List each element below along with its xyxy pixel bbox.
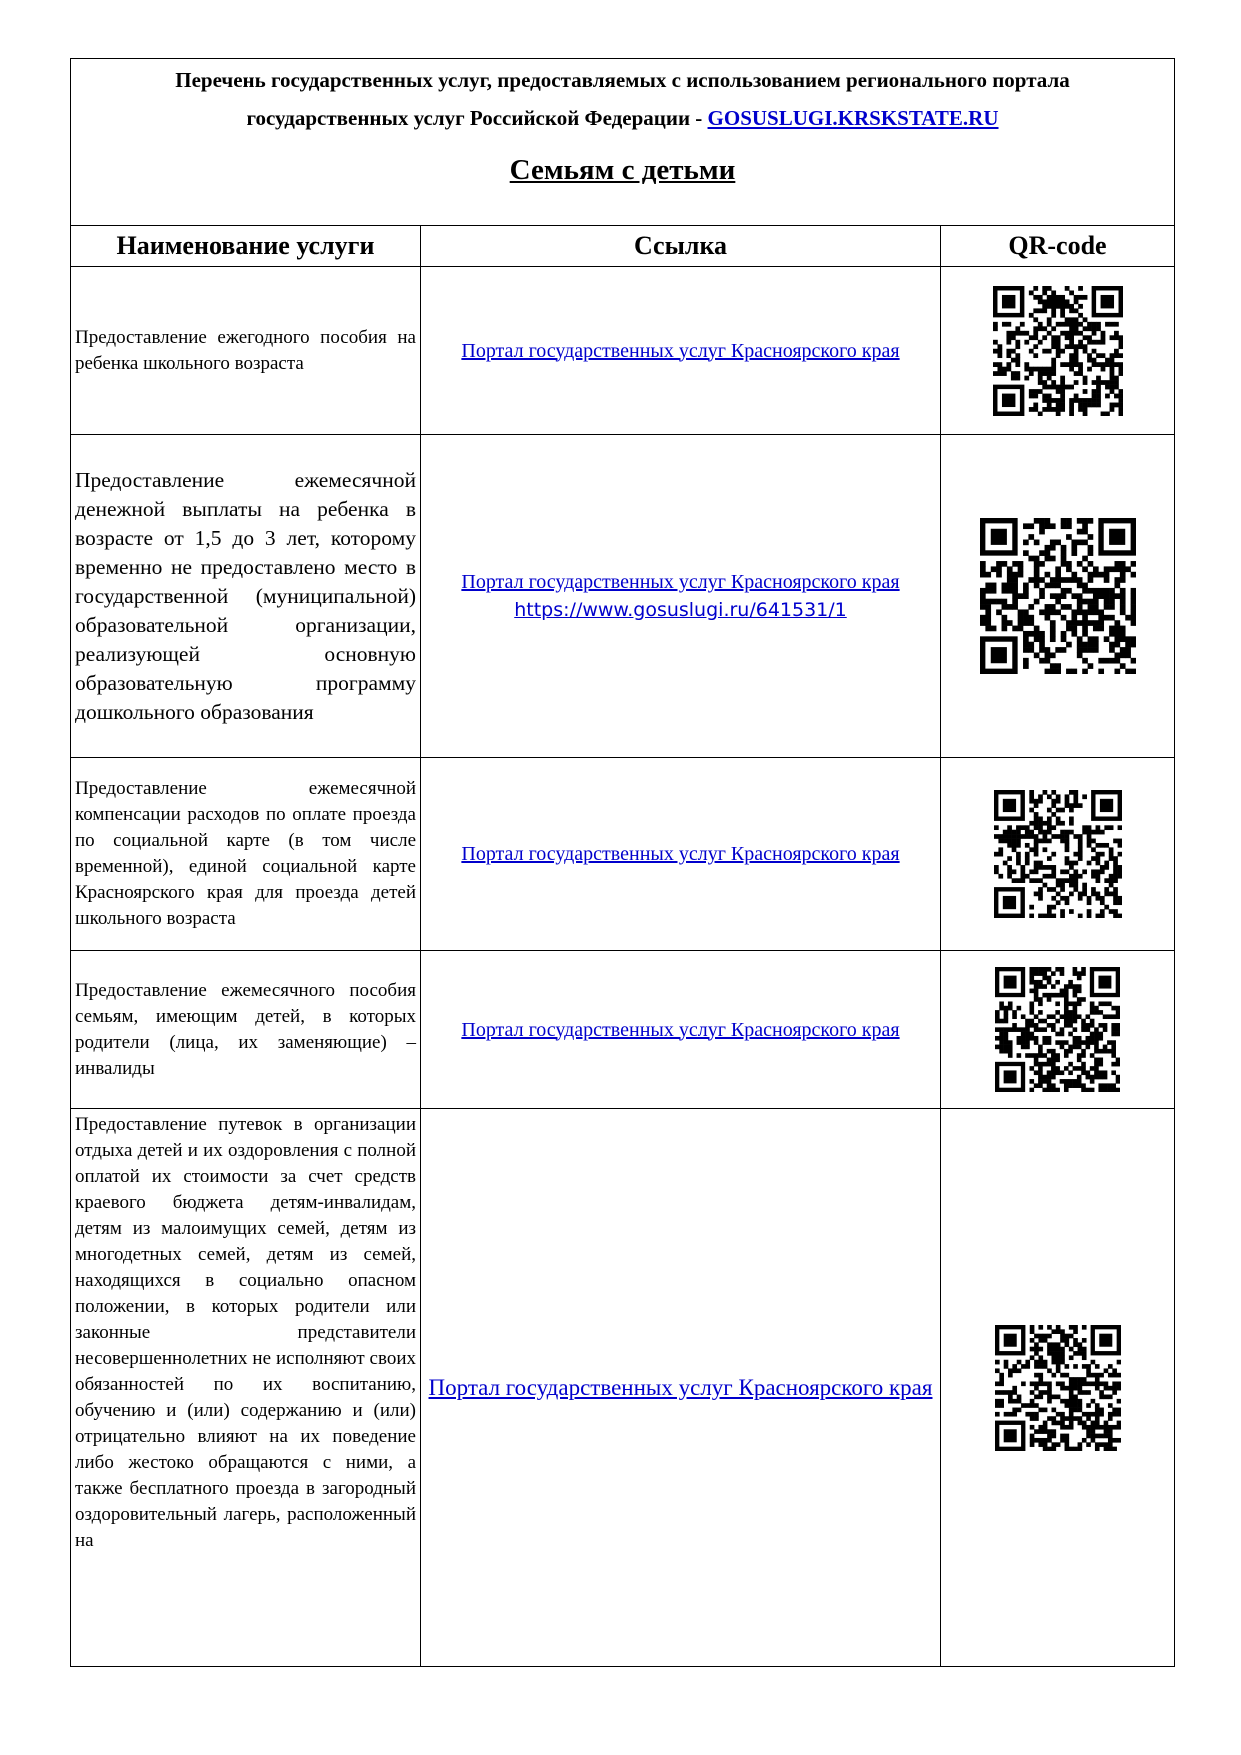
column-header-name: Наименование услуги — [71, 226, 421, 267]
qr-code-icon[interactable] — [995, 967, 1120, 1092]
page-title: Семьям с детьми — [509, 154, 736, 186]
service-link[interactable]: Портал государственных услуг Красноярского края — [428, 1375, 933, 1400]
header-line-2-text: государственных услуг Российской Федерации - — [246, 106, 708, 130]
qr-cell — [941, 267, 1175, 435]
service-link-cell — [421, 951, 941, 1109]
service-link-cell — [421, 435, 941, 758]
service-name: Предоставление ежемесячной денежной выплаты на ребенка в возрасте от 1,5 до 3 лет, которому временно не предоставлено место в государственной (муниципальной) образовательной организации, реализующей основную образовательную программу дошкольного образования — [71, 435, 421, 758]
table-row — [71, 758, 1175, 951]
header-line-1: Перечень государственных услуг, предоставляемых с использованием регионального портала — [175, 68, 1070, 92]
service-link-cell — [421, 1109, 941, 1667]
service-link-cell — [421, 758, 941, 951]
document-page — [70, 58, 1174, 1667]
service-link[interactable]: Портал государственных услуг Красноярского края — [461, 571, 900, 593]
service-name: Предоставление ежегодного пособия на ребенка школьного возраста — [71, 267, 421, 435]
qr-cell — [941, 758, 1175, 951]
column-header-qr: QR-code — [941, 226, 1175, 267]
service-name: Предоставление путевок в организации отдыха детей и их оздоровления с полной оплатой их стоимости за счет средств краевого бюджета детям-инвалидам, детям из малоимущих семей, детям из многодетных семей, детям из семей, находящихся в социально опасном положении, в которых родители или законные представители несовершеннолетних не исполняют своих обязанностей по их воспитанию, обучению и (или) содержанию и (или) отрицательно влияют на их поведение либо жестоко обращаются с ними, а также бесплатного проезда в загородный оздоровительный лагерь, расположенный на — [71, 1109, 421, 1667]
services-table — [70, 58, 1175, 1667]
qr-code-icon[interactable] — [995, 1325, 1121, 1451]
qr-code-icon[interactable] — [980, 518, 1136, 674]
column-header-link: Ссылка — [421, 226, 941, 267]
service-name: Предоставление ежемесячного пособия семьям, имеющим детей, в которых родители (лица, их заменяющие) – инвалиды — [71, 951, 421, 1109]
table-row — [71, 435, 1175, 758]
qr-cell — [941, 1109, 1175, 1667]
table-row — [71, 951, 1175, 1109]
service-name: Предоставление ежемесячной компенсации расходов по оплате проезда по социальной карте (в том числе временной), единой социальной карте Красноярского края для проезда детей школьного возраста — [71, 758, 421, 951]
service-link-cell — [421, 267, 941, 435]
service-url-link[interactable]: https://www.gosuslugi.ru/641531/1 — [514, 599, 847, 621]
document-header — [71, 59, 1175, 226]
service-link[interactable]: Портал государственных услуг Красноярского края — [461, 843, 900, 865]
qr-cell — [941, 435, 1175, 758]
portal-link[interactable]: GOSUSLUGI.KRSKSTATE.RU — [707, 106, 999, 130]
table-row — [71, 267, 1175, 435]
qr-code-icon[interactable] — [994, 790, 1122, 918]
header-line-2 — [71, 105, 1174, 131]
column-headers — [71, 226, 1175, 267]
qr-code-icon[interactable] — [993, 286, 1123, 416]
service-link[interactable]: Портал государственных услуг Красноярского края — [461, 1018, 900, 1041]
table-row — [71, 1109, 1175, 1667]
table-header-row — [71, 59, 1175, 226]
service-link[interactable]: Портал государственных услуг Красноярского края — [461, 339, 900, 362]
qr-cell — [941, 951, 1175, 1109]
